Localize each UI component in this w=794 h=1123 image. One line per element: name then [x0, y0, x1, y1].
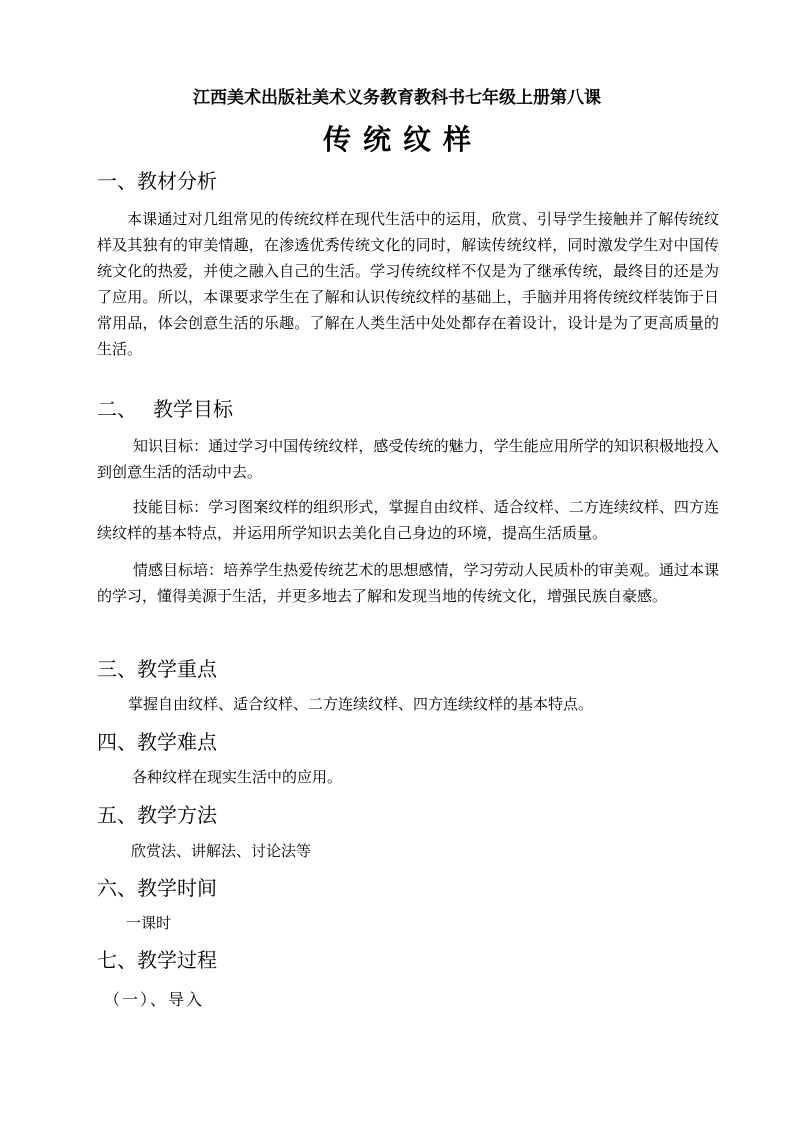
section-heading-time: 六、教学时间 — [97, 876, 217, 900]
section-body-key-points: 掌握自由纹样、适合纹样、二方连续纹样、四方连续纹样的基本特点。 — [128, 695, 594, 713]
section-heading-difficulties: 四、教学难点 — [97, 730, 217, 754]
section-body-analysis: 本课通过对几组常见的传统纹样在现代生活中的运用，欣赏、引导学生接触并了解传统纹样及其独有的审美情趣，在渗透优秀传统文化的同时，解读传统纹样，同时激发学生对中国传统文化的热爱，并使之融入自己的生活。学习传统纹样不仅是为了继承传统，最终目的还是为了应用。所以，本课要求学生在了解和认识传统纹样的基础上，手脑并用将传统纹样装饰于日常用品，体会创意生活的乐趣。了解在人类生活中处处都存在着设计，设计是为了更高质量的生活。 — [97, 210, 719, 358]
document-subtitle: 江西美术出版社美术义务教育教科书七年级上册第八课 — [193, 88, 601, 108]
section-heading-methods: 五、教学方法 — [97, 803, 217, 827]
section-body-difficulties: 各种纹样在现实生活中的应用。 — [132, 768, 343, 786]
objective-knowledge: 知识目标：通过学习中国传统纹样，感受传统的魅力，学生能应用所学的知识积极地投入到创意生活的活动中去。 — [97, 437, 719, 481]
process-subheading-intro: （一）、导入 — [104, 990, 205, 1009]
section-heading-process: 七、教学过程 — [97, 948, 217, 972]
section-heading-objectives-text: 教学目标 — [153, 397, 233, 421]
section-heading-objectives-number: 二、 — [97, 397, 137, 421]
section-heading-key-points: 三、教学重点 — [97, 657, 217, 681]
objective-skill: 技能目标：学习图案纹样的组织形式，掌握自由纹样、适合纹样、二方连续纹样、四方连续纹样的基本特点，并运用所学知识去美化自己身边的环境，提高生活质量。 — [97, 498, 719, 542]
objective-emotion: 情感目标培：培养学生热爱传统艺术的思想感情，学习劳动人民质朴的审美观。通过本课的学习，懂得美源于生活，并更多地去了解和发现当地的传统文化，增强民族自豪感。 — [97, 561, 719, 605]
section-body-methods: 欣赏法、讲解法、讨论法等 — [131, 842, 312, 860]
section-body-time: 一课时 — [126, 914, 172, 932]
section-heading-objectives — [97, 395, 233, 423]
section-heading-analysis: 一、教材分析 — [97, 169, 217, 193]
document-title: 传统纹样 — [322, 123, 483, 156]
